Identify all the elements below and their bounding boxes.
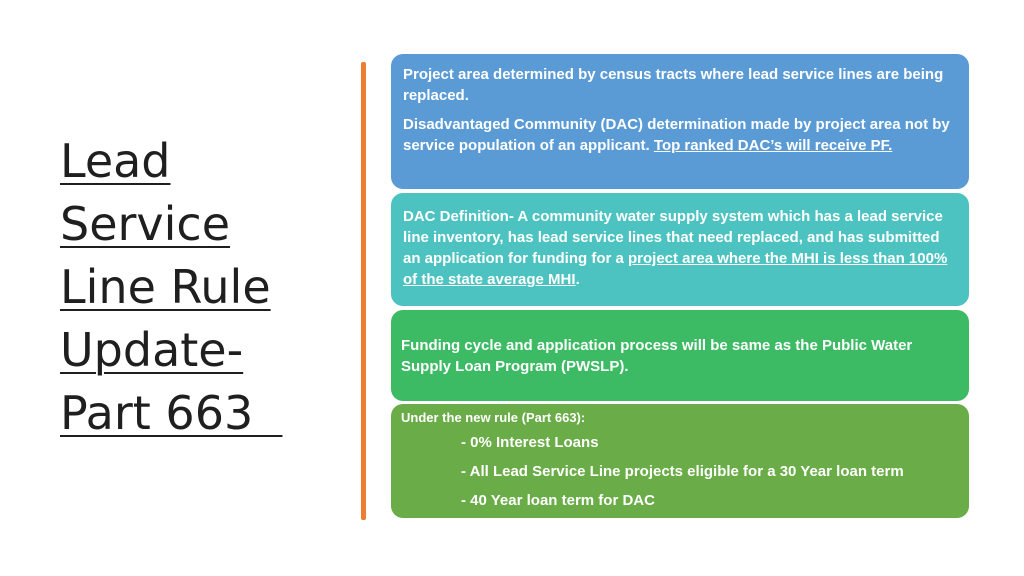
dac-determination-body: Disadvantaged Community (DAC) determination made by project area not by service population of an applicant. xyxy=(403,116,950,154)
new-rule-intro: Under the new rule (Part 663): xyxy=(401,410,586,425)
new-rule-box xyxy=(391,404,969,518)
funding-cycle-box xyxy=(391,310,969,401)
project-area-text: Project area determined by census tracts where lead service lines are being replaced. xyxy=(403,66,944,104)
slide-title xyxy=(60,130,350,445)
mhi-criteria: project area where the MHI is less than 100% of the state average MHI xyxy=(403,250,948,288)
funding-cycle-text: Funding cycle and application process will be same as the Public Water Supply Loan Program (PWSLP). xyxy=(401,336,913,375)
title-line: Line Rule xyxy=(60,260,271,314)
list-item: - 40 Year loan term for DAC xyxy=(461,492,655,509)
title-line: Service xyxy=(60,197,231,251)
new-rule-list xyxy=(401,432,959,511)
title-line: Part 663 xyxy=(60,386,283,440)
vertical-divider xyxy=(361,62,366,520)
dac-determination-text xyxy=(403,114,957,156)
dac-definition-text: DAC Definition- A community water supply system which has a lead service line inventory, has lead service lines that need replaced, and has submitted an application for funding for a project area where the MHI is less than 100% of the state average MHI. xyxy=(403,208,948,288)
list-item: - All Lead Service Line projects eligible for a 30 Year loan term xyxy=(461,463,904,480)
title-line: Lead xyxy=(60,134,171,188)
title-line: Update- xyxy=(60,323,244,377)
list-item: - 0% Interest Loans xyxy=(461,434,599,451)
project-area-box xyxy=(391,54,969,189)
pf-note: Top ranked DAC’s will receive PF. xyxy=(653,137,893,154)
dac-definition-box xyxy=(391,193,969,306)
